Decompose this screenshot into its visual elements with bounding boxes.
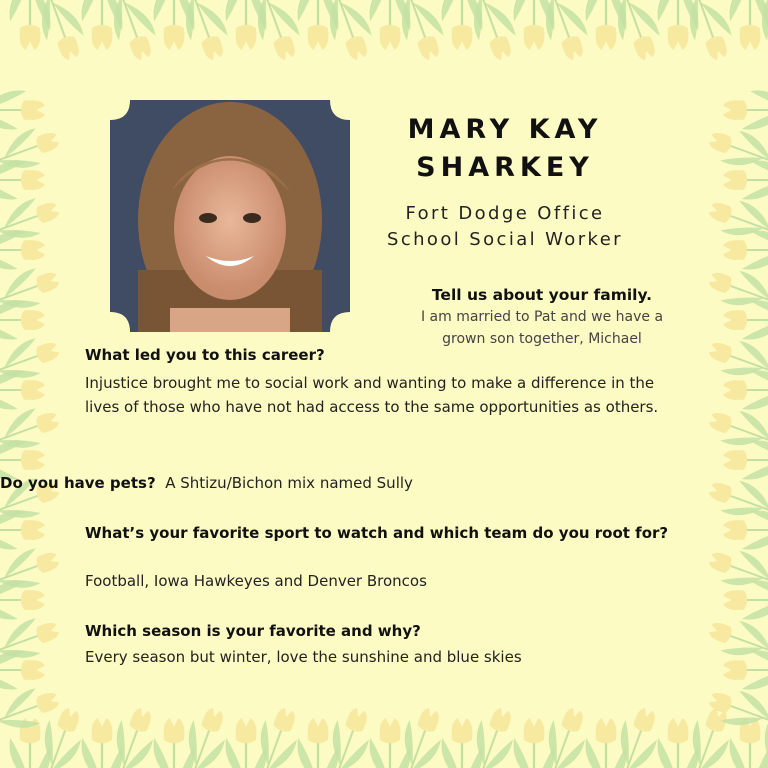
pets-question: Do you have pets? [0, 474, 156, 492]
family-question: Tell us about your family. [431, 286, 653, 304]
name-heading-line1: MARY KAY [407, 114, 603, 145]
career-answer: Injustice brought me to social work and wanting to make a difference in the lives of those who have not had access to the same opportunities as others. [85, 374, 659, 416]
office-location: Fort Dodge Office [405, 203, 605, 224]
tulip-decoration [730, 718, 768, 768]
sport-answer: Football, Iowa Hawkeyes and Denver Broncos [85, 572, 427, 590]
sport-question: What’s your favorite sport to watch and which team do you root for? [85, 524, 669, 542]
tulip-decoration [723, 90, 768, 129]
tulip-decoration [0, 90, 45, 129]
tulip-decoration [723, 300, 768, 339]
pets-qa [0, 474, 413, 492]
family-answer-line1: I am married to Pat and we have a [420, 309, 664, 325]
tulip-decoration [226, 718, 267, 768]
tulip-decoration [723, 510, 768, 549]
career-question: What led you to this career? [85, 346, 325, 364]
tulip-decoration [586, 718, 627, 768]
tulip-decoration [370, 718, 411, 768]
tulip-decoration [723, 580, 768, 619]
pets-answer: A Shtizu/Bichon mix named Sully [165, 474, 413, 492]
tulip-decoration [723, 370, 768, 409]
tulip-decoration [514, 718, 555, 768]
tulip-decoration [723, 650, 768, 689]
tulip-decoration [723, 440, 768, 479]
season-answer: Every season but winter, love the sunshine and blue skies [85, 648, 522, 666]
tulip-decoration [82, 718, 123, 768]
tulip-decoration [658, 718, 699, 768]
tulip-decoration [298, 718, 339, 768]
tulip-decoration [723, 160, 768, 199]
family-answer-line2: grown son together, Michael [442, 331, 642, 347]
tulip-decoration [442, 718, 483, 768]
name-heading-line2: SHARKEY [416, 152, 594, 183]
season-question: Which season is your favorite and why? [85, 622, 421, 640]
job-title: School Social Worker [387, 229, 623, 250]
profile-photo [110, 100, 350, 332]
tulip-decoration [723, 230, 768, 269]
tulip-decoration [154, 718, 195, 768]
